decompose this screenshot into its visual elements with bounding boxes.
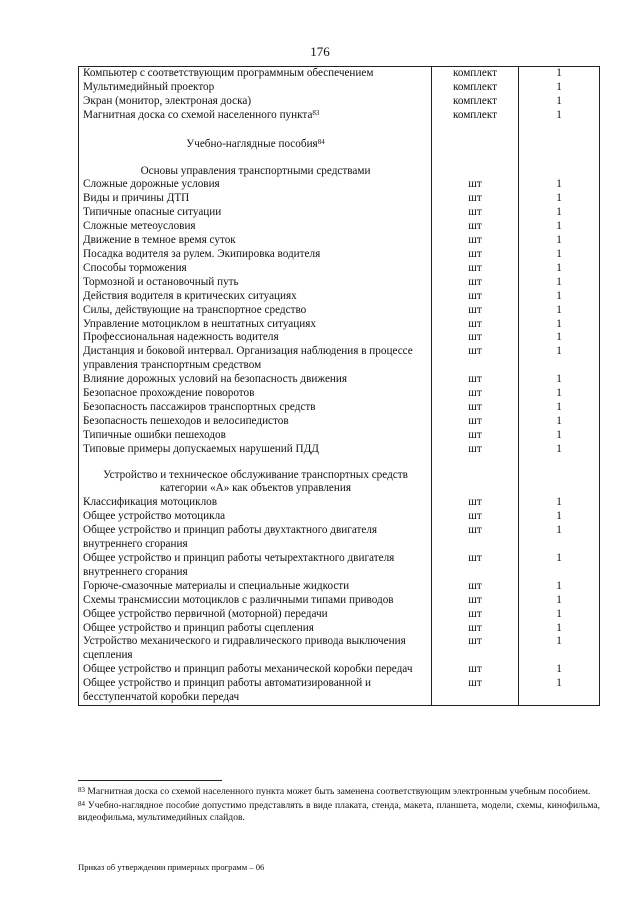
table-row [79, 178, 600, 192]
table-row [79, 415, 600, 429]
page-footer: Приказ об утверждении примерных программ – 06 [78, 862, 265, 872]
empty-cell [519, 457, 600, 497]
item-name-text: Общее устройство мотоцикла [83, 510, 226, 523]
item-name [79, 635, 432, 663]
item-name [79, 81, 432, 95]
footnote-number: 83 [78, 786, 85, 794]
item-name-text: Способы торможения [83, 261, 187, 274]
item-name [79, 234, 432, 248]
item-unit: шт [432, 178, 519, 192]
item-unit: шт [432, 276, 519, 290]
section-heading-text: Основы управления транспортными средствами [140, 164, 371, 177]
item-name [79, 262, 432, 276]
table-row [79, 663, 600, 677]
item-unit: шт [432, 304, 519, 318]
table-row [79, 510, 600, 524]
item-name [79, 373, 432, 387]
table-row [79, 635, 600, 663]
section-heading [79, 161, 432, 179]
item-unit: комплект [432, 109, 519, 123]
item-name-text: Безопасность пассажиров транспортных средств [83, 400, 316, 413]
table-row [79, 373, 600, 387]
table-row [79, 109, 600, 123]
item-name-text: Мультимедийный проектор [83, 80, 215, 93]
item-name-text: Управление мотоциклом в нештатных ситуациях [83, 317, 316, 330]
table-row [79, 552, 600, 580]
item-name [79, 622, 432, 636]
table-row [79, 67, 600, 81]
item-quantity: 1 [519, 331, 600, 345]
table-row [79, 276, 600, 290]
item-name-text: Профессиональная надежность водителя [83, 331, 279, 344]
item-unit: шт [432, 345, 519, 373]
table-row [79, 496, 600, 510]
item-unit: шт [432, 510, 519, 524]
item-name-text: Магнитная доска со схемой населенного пункта [83, 108, 313, 121]
item-quantity: 1 [519, 290, 600, 304]
item-unit: шт [432, 234, 519, 248]
item-quantity: 1 [519, 580, 600, 594]
item-name-text: Классификация мотоциклов [83, 496, 218, 509]
item-quantity: 1 [519, 304, 600, 318]
item-name [79, 594, 432, 608]
item-quantity: 1 [519, 67, 600, 81]
item-unit: шт [432, 318, 519, 332]
table-row [79, 401, 600, 415]
item-unit: комплект [432, 95, 519, 109]
item-name [79, 510, 432, 524]
item-name-text: Сложные метеоусловия [83, 220, 196, 233]
item-name-text: Общее устройство и принцип работы двухтактного двигателя внутреннего сгорания [83, 524, 378, 551]
table-row [79, 206, 600, 220]
section-heading-text: Устройство и техническое обслуживание транспортных средств категории «А» как объектов управления [103, 468, 408, 495]
footnote-ref: 83 [312, 108, 320, 117]
table-row [79, 262, 600, 276]
item-quantity: 1 [519, 248, 600, 262]
item-quantity: 1 [519, 677, 600, 705]
item-quantity: 1 [519, 262, 600, 276]
page-number: 176 [310, 44, 330, 59]
item-name-text: Безопасное прохождение поворотов [83, 387, 255, 400]
table-row [79, 524, 600, 552]
item-quantity: 1 [519, 318, 600, 332]
item-name [79, 415, 432, 429]
section-heading [79, 457, 432, 497]
item-name [79, 401, 432, 415]
empty-cell [519, 161, 600, 179]
item-name [79, 608, 432, 622]
item-name [79, 318, 432, 332]
item-quantity: 1 [519, 178, 600, 192]
table-row [79, 608, 600, 622]
item-name [79, 109, 432, 123]
table-row [79, 345, 600, 373]
item-name-text: Тормозной и остановочный путь [83, 275, 239, 288]
item-quantity: 1 [519, 635, 600, 663]
table-row [79, 304, 600, 318]
item-name [79, 178, 432, 192]
table-row [79, 95, 600, 109]
item-name [79, 304, 432, 318]
item-name-text: Безопасность пешеходов и велосипедистов [83, 414, 289, 427]
item-unit: шт [432, 206, 519, 220]
footnote-text: Учебно-наглядное пособие допустимо представлять в виде плаката, стенда, макета, планшета, модели, схемы, кинофильма, видеофильма, мультимедийных слайдов. [78, 799, 600, 824]
item-name [79, 524, 432, 552]
item-name [79, 345, 432, 373]
item-name-text: Дистанция и боковой интервал. Организация наблюдения в процессе управления транспортным средством [83, 345, 413, 372]
item-name-text: Общее устройство и принцип работы сцепления [83, 621, 314, 634]
item-name [79, 552, 432, 580]
item-name-text: Экран (монитор, электроная доска) [83, 94, 252, 107]
item-name [79, 248, 432, 262]
item-name-text: Типичные ошибки пешеходов [83, 428, 226, 441]
item-name-text: Общее устройство первичной (моторной) передачи [83, 607, 328, 620]
item-quantity: 1 [519, 220, 600, 234]
item-name [79, 580, 432, 594]
section-heading-text: Учебно-наглядные пособия [186, 137, 318, 150]
item-name [79, 95, 432, 109]
item-quantity: 1 [519, 401, 600, 415]
empty-cell [432, 457, 519, 497]
item-unit: шт [432, 663, 519, 677]
item-unit: шт [432, 635, 519, 663]
item-unit: шт [432, 262, 519, 276]
item-unit: шт [432, 622, 519, 636]
item-quantity: 1 [519, 234, 600, 248]
section-heading [79, 123, 432, 161]
item-unit: шт [432, 443, 519, 457]
item-name-text: Общее устройство и принцип работы механической коробки передач [83, 663, 413, 676]
item-unit: шт [432, 524, 519, 552]
empty-cell [432, 161, 519, 179]
item-name [79, 387, 432, 401]
table-row [79, 318, 600, 332]
item-unit: шт [432, 401, 519, 415]
item-quantity: 1 [519, 524, 600, 552]
item-name [79, 663, 432, 677]
item-unit: шт [432, 608, 519, 622]
item-quantity: 1 [519, 663, 600, 677]
item-quantity: 1 [519, 81, 600, 95]
table-row [79, 331, 600, 345]
item-quantity: 1 [519, 109, 600, 123]
table-row [79, 622, 600, 636]
item-unit: шт [432, 496, 519, 510]
item-name-text: Схемы трансмиссии мотоциклов с различными типами приводов [83, 593, 394, 606]
item-name [79, 331, 432, 345]
item-unit: шт [432, 387, 519, 401]
item-quantity: 1 [519, 206, 600, 220]
equipment-table-body [79, 67, 600, 706]
item-name-text: Компьютер с соответствующим программным обеспечением [83, 67, 374, 79]
equipment-table [78, 66, 600, 706]
item-quantity: 1 [519, 496, 600, 510]
item-quantity: 1 [519, 622, 600, 636]
item-quantity: 1 [519, 429, 600, 443]
table-row [79, 234, 600, 248]
item-quantity: 1 [519, 415, 600, 429]
item-unit: шт [432, 290, 519, 304]
empty-cell [519, 123, 600, 161]
item-quantity: 1 [519, 192, 600, 206]
item-unit: шт [432, 429, 519, 443]
item-quantity: 1 [519, 276, 600, 290]
table-row [79, 594, 600, 608]
item-name [79, 290, 432, 304]
item-name-text: Общее устройство и принцип работы четырехтактного двигателя внутреннего сгорания [83, 552, 395, 578]
footnote-text: Магнитная доска со схемой населенного пункта может быть заменена соответствующим электронным учебным пособием. [85, 786, 591, 797]
item-unit: шт [432, 552, 519, 580]
table-row [79, 580, 600, 594]
footnote-number: 84 [78, 799, 85, 808]
item-unit: комплект [432, 67, 519, 81]
item-name [79, 192, 432, 206]
item-quantity: 1 [519, 345, 600, 373]
item-quantity: 1 [519, 373, 600, 387]
item-name-text: Горюче-смазочные материалы и специальные жидкости [83, 579, 350, 592]
table-row [79, 248, 600, 262]
item-name [79, 443, 432, 457]
item-quantity: 1 [519, 443, 600, 457]
item-name-text: Типовые примеры допускаемых нарушений ПДД [83, 442, 319, 455]
item-name [79, 220, 432, 234]
table-heading-row [79, 161, 600, 179]
item-name-text: Общее устройство и принцип работы автоматизированной и бесступенчатой коробки передач [83, 677, 372, 704]
item-name-text: Действия водителя в критических ситуациях [83, 289, 297, 302]
table-heading-row [79, 457, 600, 497]
table-row [79, 192, 600, 206]
item-name [79, 276, 432, 290]
item-name [79, 496, 432, 510]
footnote [78, 786, 600, 799]
item-quantity: 1 [519, 510, 600, 524]
item-quantity: 1 [519, 594, 600, 608]
empty-cell [432, 123, 519, 161]
table-row [79, 443, 600, 457]
item-name-text: Сложные дорожные условия [83, 178, 220, 191]
table-row [79, 429, 600, 443]
item-name-text: Влияние дорожных условий на безопасность движения [83, 373, 348, 386]
footnotes [78, 786, 600, 826]
item-name [79, 67, 432, 81]
item-unit: шт [432, 373, 519, 387]
item-unit: шт [432, 331, 519, 345]
table-row [79, 677, 600, 705]
footnote-divider [78, 780, 222, 781]
item-name-text: Силы, действующие на транспортное средство [83, 303, 307, 316]
item-name [79, 677, 432, 705]
item-quantity: 1 [519, 552, 600, 580]
item-name [79, 206, 432, 220]
item-unit: шт [432, 415, 519, 429]
table-row [79, 81, 600, 95]
item-unit: комплект [432, 81, 519, 95]
table-heading-row [79, 123, 600, 161]
item-name-text: Движение в темное время суток [83, 234, 236, 247]
item-unit: шт [432, 677, 519, 705]
footnote [78, 800, 600, 825]
item-unit: шт [432, 192, 519, 206]
item-unit: шт [432, 594, 519, 608]
footnote-ref: 84 [317, 137, 325, 146]
item-name-text: Устройство механического и гидравлического привода выключения сцепления [83, 635, 406, 662]
item-quantity: 1 [519, 387, 600, 401]
item-name-text: Посадка водителя за рулем. Экипировка водителя [83, 247, 321, 260]
table-row [79, 290, 600, 304]
item-unit: шт [432, 580, 519, 594]
item-quantity: 1 [519, 608, 600, 622]
item-unit: шт [432, 220, 519, 234]
item-name-text: Типичные опасные ситуации [83, 206, 222, 219]
item-unit: шт [432, 248, 519, 262]
table-row [79, 387, 600, 401]
item-name [79, 429, 432, 443]
item-name-text: Виды и причины ДТП [83, 192, 190, 205]
item-quantity: 1 [519, 95, 600, 109]
table-row [79, 220, 600, 234]
